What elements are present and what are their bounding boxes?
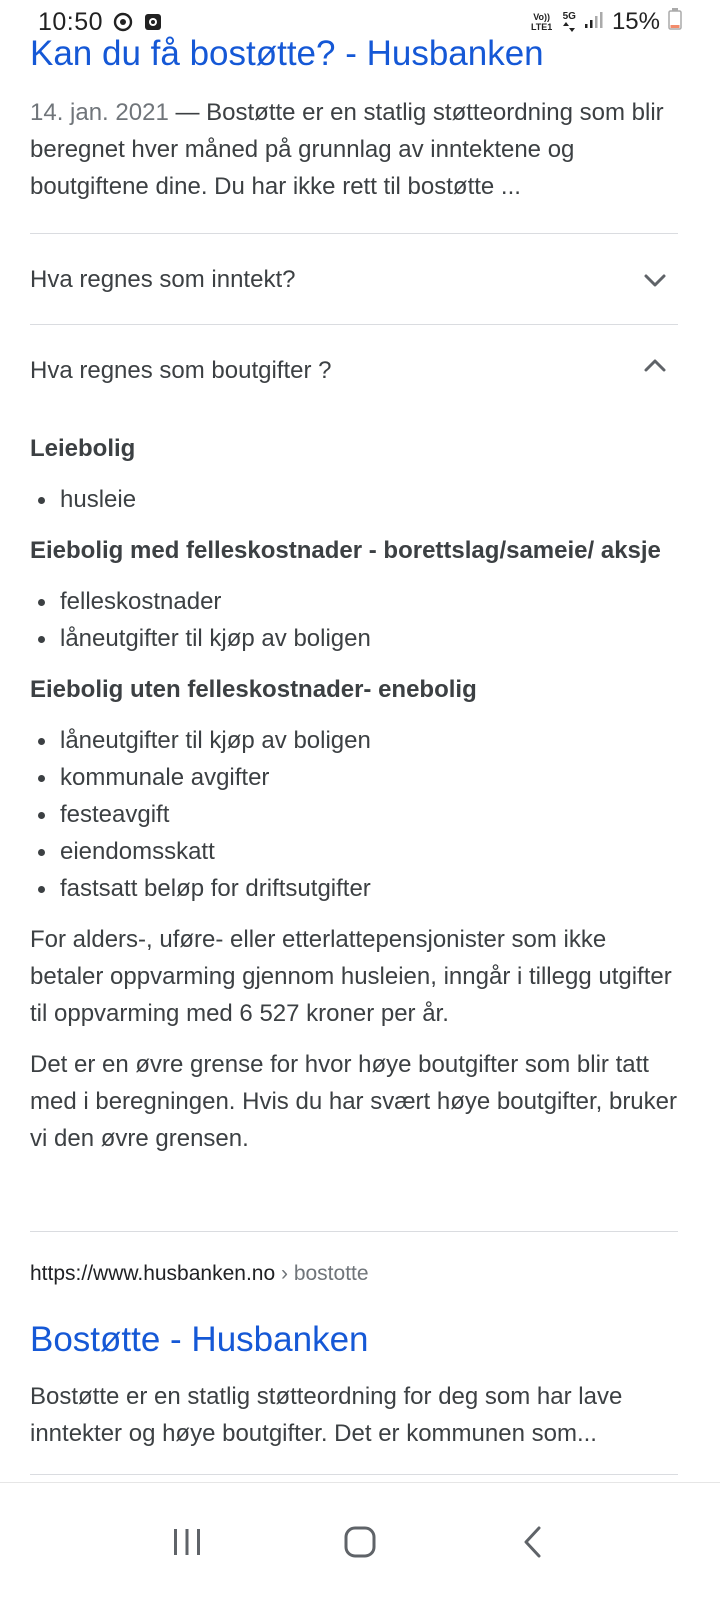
divider xyxy=(30,1474,678,1475)
sync-icon xyxy=(113,12,133,32)
status-bar xyxy=(0,0,720,44)
answer-paragraph: For alders-, uføre- eller etterlattepensjonister som ikke betaler oppvarming gjennom husleien, inngår i tillegg utgifter til oppvarming med 6 527 kroner per år. xyxy=(30,926,672,1027)
faq-question: Hva regnes som inntekt? xyxy=(30,266,296,293)
divider xyxy=(30,233,678,234)
result-snippet xyxy=(30,94,680,205)
recent-apps-icon[interactable] xyxy=(157,1512,217,1572)
faq-item-inntekt[interactable] xyxy=(30,235,678,325)
result-snippet: Bostøtte er en statlig støtteordning for deg som har lave inntekter og høye boutgifter. Det er kommunen som... xyxy=(30,1383,623,1447)
answer-list xyxy=(30,481,680,518)
result-url[interactable] xyxy=(30,1262,369,1286)
network-5g-label: 5G xyxy=(562,11,576,22)
answer-heading: Eiebolig uten felleskostnader- enebolig xyxy=(30,676,477,703)
result-title-link[interactable]: Kan du få bostøtte? - Husbanken xyxy=(30,34,544,73)
url-breadcrumb: › bostotte xyxy=(275,1262,369,1285)
battery-percent: 15% xyxy=(611,8,660,35)
faq-item-boutgifter[interactable] xyxy=(30,326,678,416)
battery-icon xyxy=(668,8,682,37)
list-item: eiendomsskatt xyxy=(60,833,680,870)
list-item: fastsatt beløp for driftsutgifter xyxy=(60,870,680,907)
chevron-down-icon[interactable] xyxy=(640,265,670,295)
list-item: festeavgift xyxy=(60,796,680,833)
network-label: Vo)) LTE1 xyxy=(530,12,553,32)
snippet-date: 14. jan. 2021 xyxy=(30,99,169,126)
back-icon[interactable] xyxy=(503,1512,563,1572)
url-domain: https://www.husbanken.no xyxy=(30,1262,276,1285)
status-time: 10:50 xyxy=(38,7,104,36)
home-icon[interactable] xyxy=(330,1512,390,1572)
status-left xyxy=(38,8,163,37)
divider xyxy=(30,1231,678,1232)
snippet-text: — Bostøtte er en statlig støtteordning som blir beregnet hver måned på grunnlag av inntektene og boutgiftene dine. Du har ikke rett til bostøtte ... xyxy=(30,99,664,200)
list-item: husleie xyxy=(60,481,680,518)
5g-icon xyxy=(563,12,576,32)
answer-paragraph: Det er en øvre grense for hvor høye boutgifter som blir tatt med i beregningen. Hvis du har svært høye boutgifter, bruker vi den øvre grensen. xyxy=(30,1051,677,1152)
volte-icon xyxy=(529,12,555,32)
status-right xyxy=(529,8,682,37)
answer-heading: Leiebolig xyxy=(30,435,136,462)
answer-list xyxy=(30,583,680,657)
answer-heading: Eiebolig med felleskostnader - borettslag/sameie/ aksje xyxy=(30,537,661,564)
divider xyxy=(30,324,678,325)
faq-question: Hva regnes som boutgifter ? xyxy=(30,357,332,384)
answer-list xyxy=(30,722,680,907)
list-item: låneutgifter til kjøp av boligen xyxy=(60,620,680,657)
list-item: felleskostnader xyxy=(60,583,680,620)
result-title-link[interactable]: Bostøtte - Husbanken xyxy=(30,1320,369,1359)
signal-icon xyxy=(584,8,604,36)
list-item: låneutgifter til kjøp av boligen xyxy=(60,722,680,759)
chevron-up-icon[interactable] xyxy=(640,351,670,381)
screenshot-icon xyxy=(143,12,163,32)
list-item: kommunale avgifter xyxy=(60,759,680,796)
system-nav-bar xyxy=(0,1482,720,1600)
faq-answer xyxy=(30,430,680,1157)
